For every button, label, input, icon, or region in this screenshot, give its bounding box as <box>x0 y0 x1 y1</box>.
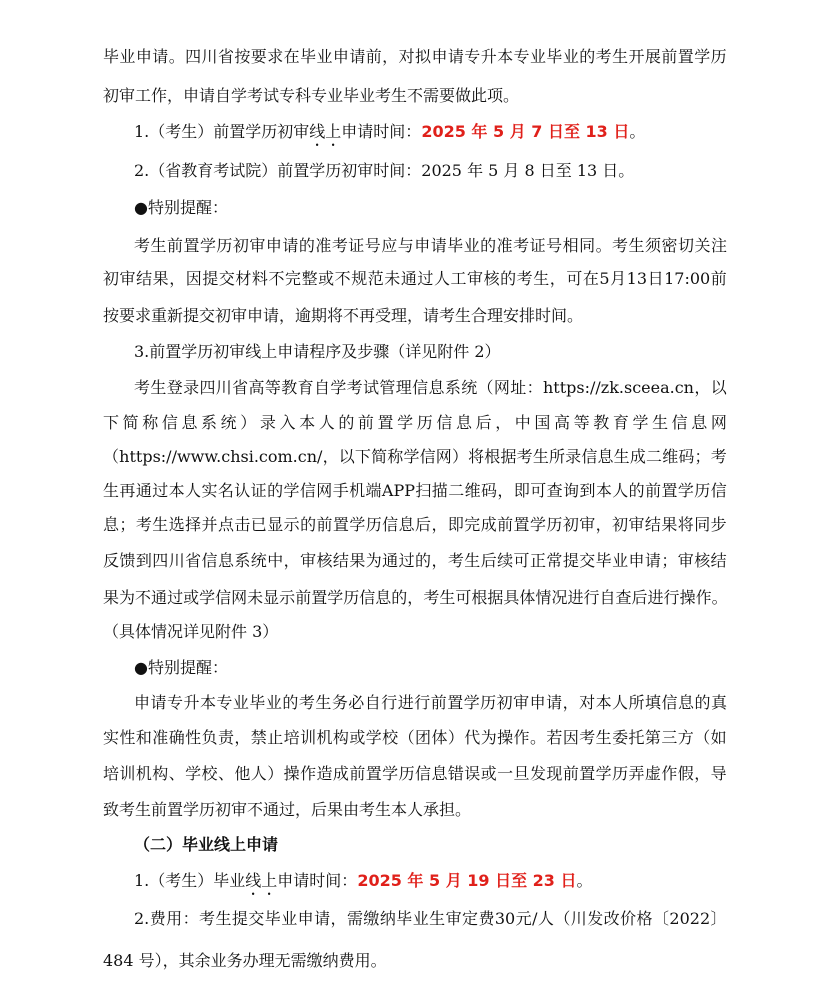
paragraph-line: 致考生前置学历初审不通过，后果由考生本人承担。 <box>103 800 472 819</box>
fee-line: 2. 费 用 ： 考 生 提 交 毕 业 申 请 ， 需 缴 纳 毕 业 生 审 定 费 30 元 / 人 （ 川 发 改 价 格 〔 2022 〕 <box>134 909 727 928</box>
special-reminder-heading: ●特别提醒： <box>134 658 228 677</box>
preliminary-review-institute-time: 2.（省教育考试院）前置学历初审时间：2025 年 5 月 8 日至 13 日。 <box>134 161 635 180</box>
paragraph-line: 果 为 不 通 过 或 学 信 网 未 显 示 前 置 学 历 信 息 的 ， 考 生 可 根 据 具 体 情 况 进 行 自 查 后 进 行 操 作 。 <box>103 588 728 607</box>
highlight-date-range: 2025 年 5 月 7 日至 13 日 <box>421 122 630 141</box>
graduation-application-time <box>134 870 593 899</box>
paragraph-line: 培 训 机 构 、 学 校 、 他 人 ） 操 作 造 成 前 置 学 历 信 息 错 误 或 一 旦 发 现 前 置 学 历 弄 虚 作 假 ， 导 <box>103 764 727 783</box>
paragraph-line: 下 简 称 信 息 系 统 ） 录 入 本 人 的 前 置 学 历 信 息 后 ， 中 国 高 等 教 育 学 生 信 息 网 <box>103 413 727 432</box>
paragraph-line: 考 生 前 置 学 历 初 审 申 请 的 准 考 证 号 应 与 申 请 毕 业 的 准 考 证 号 相 同 。 考 生 须 密 切 关 注 <box>134 236 727 255</box>
paragraph-line: 息 ； 考 生 选 择 并 点 击 已 显 示 的 前 置 学 历 信 息 后 ， 即 完 成 前 置 学 历 初 审 ， 初 审 结 果 将 同 步 <box>103 515 727 534</box>
section-3-heading: 3.前置学历初审线上申请程序及步骤（详见附件 2） <box>134 342 501 361</box>
special-reminder-heading: ●特别提醒： <box>134 198 228 217</box>
paragraph-line: 初审工作，申请自学考试专科专业毕业考生不需要做此项。 <box>103 86 520 105</box>
line-text: 申请时间： <box>277 871 358 890</box>
emphasized-text: 线上 <box>245 871 278 890</box>
paragraph-line: 生 再 通 过 本 人 实 名 认 证 的 学 信 网 手 机 端 APP 扫 描 二 维 码 ， 即 可 查 询 到 本 人 的 前 置 学 历 信 <box>103 481 727 500</box>
line-text: 1.（考生）毕业 <box>134 871 246 890</box>
paragraph-line: （ https://www.chsi.com.cn/ ， 以 下 简 称 学 信 网 ） 将 根 据 考 生 所 录 信 息 生 成 二 维 码 ； 考 <box>103 447 727 466</box>
paragraph-line: 初 审 结 果 ， 因 提 交 材 料 不 完 整 或 不 规 范 未 通 过 人 工 审 核 的 考 生 ， 可 在 5 月 13 日 17:00 前 <box>103 269 727 288</box>
paragraph-line: 实 性 和 准 确 性 负 责 ， 禁 止 培 训 机 构 或 学 校 （ 团 体 ） 代 为 操 作 。 若 因 考 生 委 托 第 三 方 （ 如 <box>103 728 727 747</box>
paragraph-line: 按要求重新提交初审申请，逾期将不再受理，请考生合理安排时间。 <box>103 306 584 325</box>
line-text: 。 <box>629 122 646 141</box>
paragraph-line: （具体情况详见附件 3） <box>103 622 279 641</box>
line-text: 。 <box>576 871 593 890</box>
line-text: 1.（考生）前置学历初审 <box>134 122 310 141</box>
emphasized-text: 线上 <box>309 122 342 141</box>
paragraph-line: 考 生 登 录 四 川 省 高 等 教 育 自 学 考 试 管 理 信 息 系 统 （ 网 址 ： https://zk.sceea.cn ， 以 <box>134 378 727 397</box>
line-text: 申请时间： <box>341 122 422 141</box>
paragraph-line: 申 请 专 升 本 专 业 毕 业 的 考 生 务 必 自 行 进 行 前 置 学 历 初 审 申 请 ， 对 本 人 所 填 信 息 的 真 <box>134 693 727 712</box>
paragraph-line: 484 号），其余业务办理无需缴纳费用。 <box>103 951 387 970</box>
paragraph-line: 反 馈 到 四 川 省 信 息 系 统 中 ， 审 核 结 果 为 通 过 的 ， 考 生 后 续 可 正 常 提 交 毕 业 申 请 ； 审 核 结 <box>103 551 727 570</box>
paragraph-line: 毕 业 申 请 。 四 川 省 按 要 求 在 毕 业 申 请 前 ， 对 拟 申 请 专 升 本 专 业 毕 业 的 考 生 开 展 前 置 学 历 <box>103 47 727 66</box>
preliminary-review-applicant-time <box>134 121 645 150</box>
highlight-date-range: 2025 年 5 月 19 日至 23 日 <box>357 871 577 890</box>
section-heading-graduation-online-application: （二）毕业线上申请 <box>134 835 279 854</box>
